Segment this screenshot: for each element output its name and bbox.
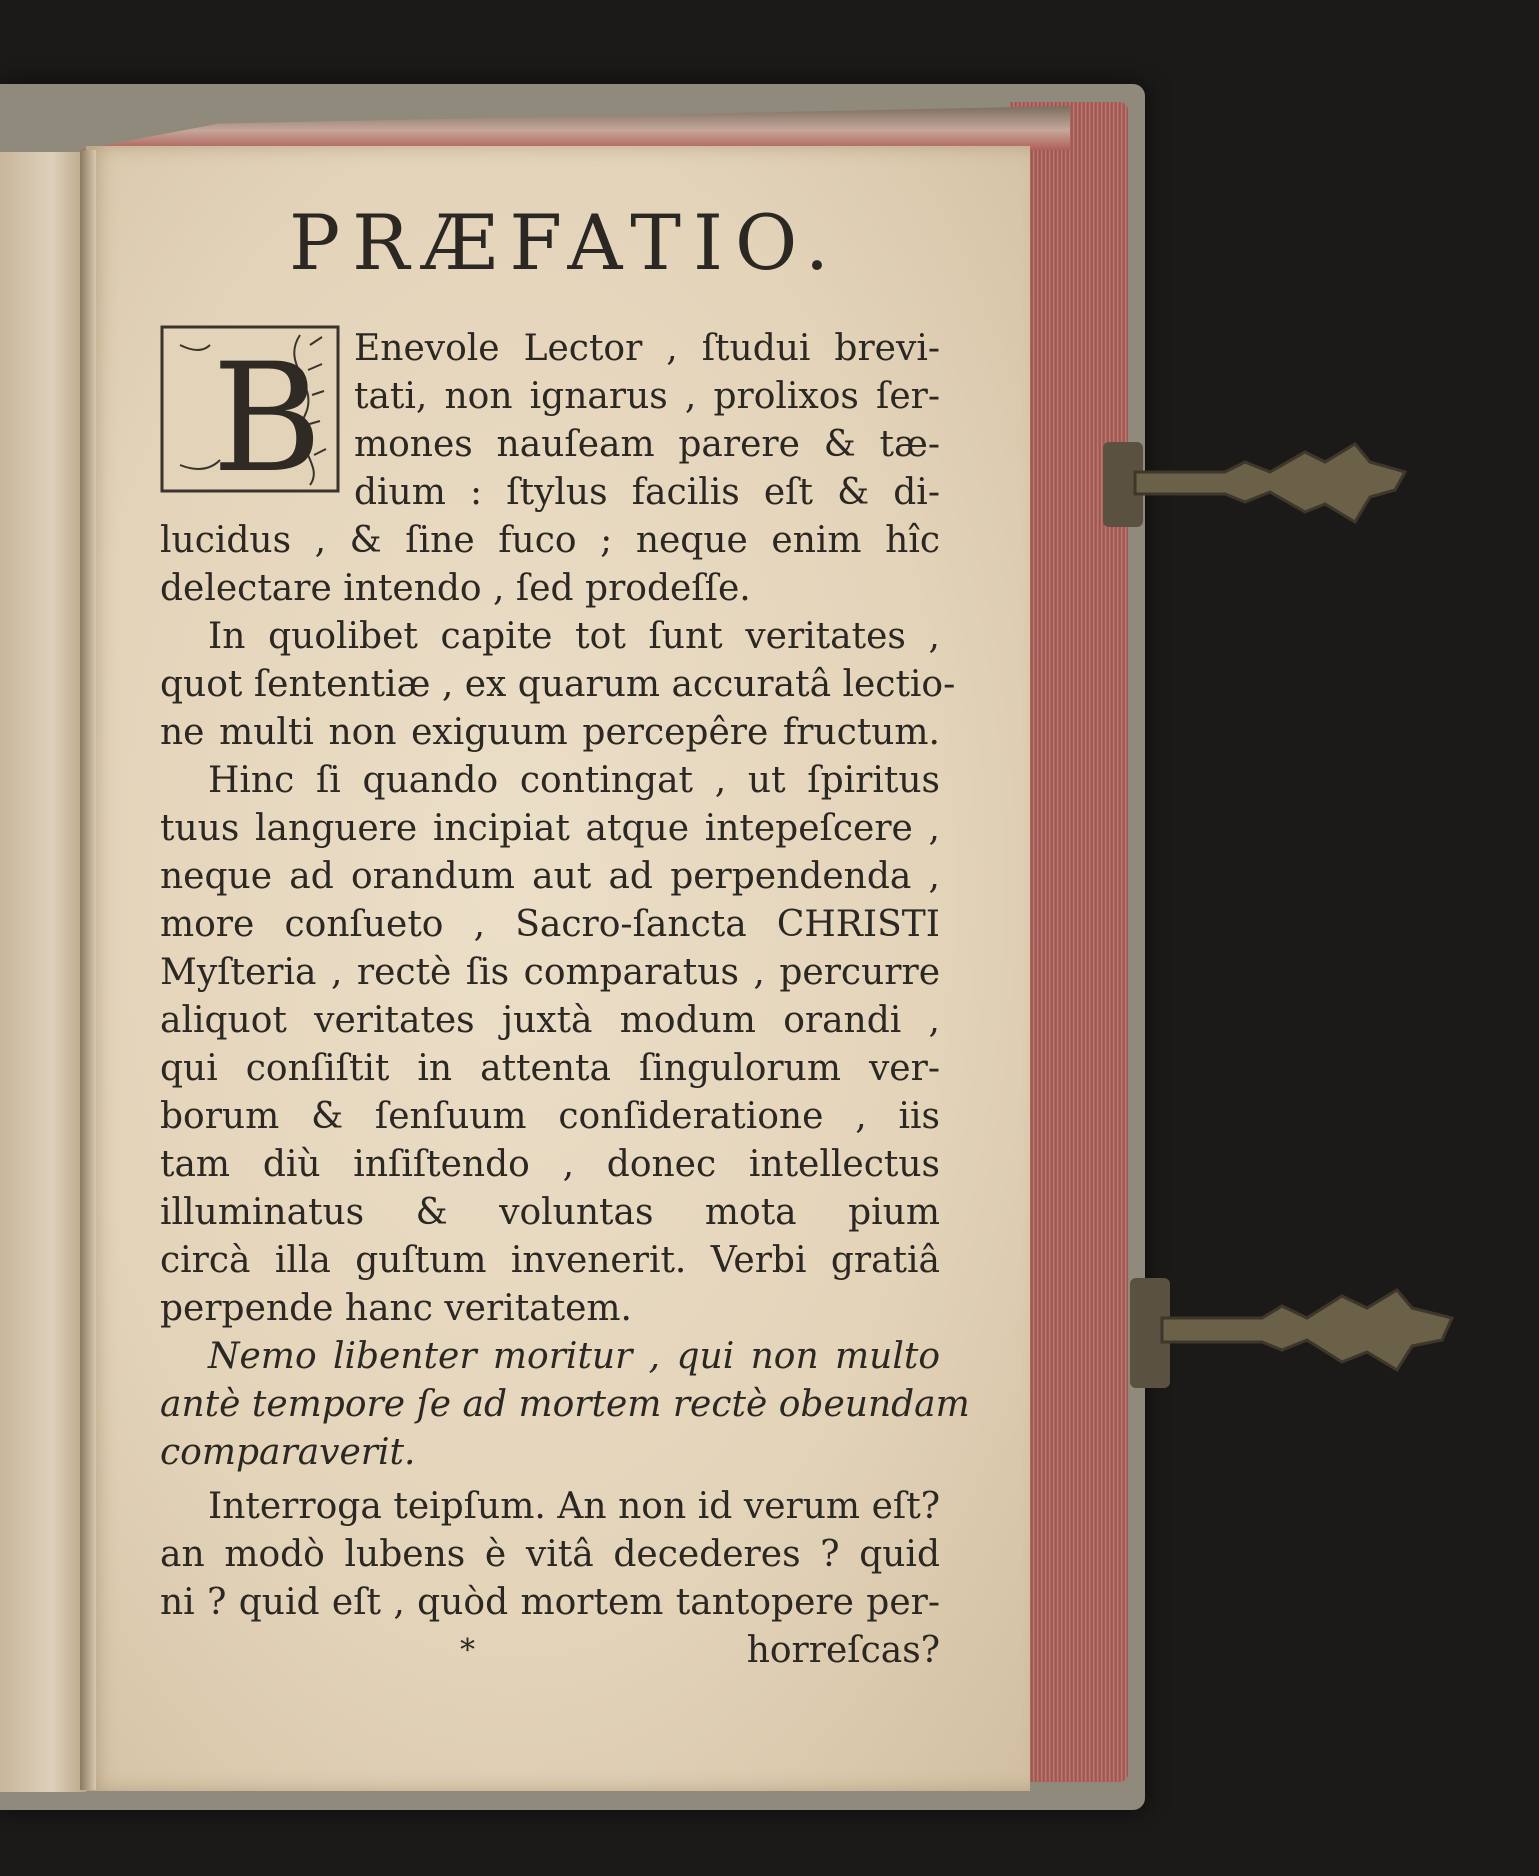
text-line: quot ſententiæ , ex quarum accuratâ lectio- <box>160 664 956 705</box>
text-line: dium : ſtylus facilis eſt & di- <box>354 472 940 513</box>
text-line: mones nauſeam parere & tæ- <box>354 424 940 465</box>
text-line: Hinc ſi quando contingat , ut ſpiritus <box>208 760 940 801</box>
paragraph-3 <box>160 757 940 1333</box>
text-line: Interroga teipſum. An non id verum eſt? <box>208 1486 940 1527</box>
text-line: circà illa guſtum invenerit. Verbi gratiâ <box>160 1240 940 1281</box>
text-line: Myſteria , rectè ſis comparatus , percurre <box>160 952 940 993</box>
page-title: PRÆFATIO. <box>288 198 841 287</box>
text-line: In quolibet capite tot ſunt veritates , <box>208 616 940 657</box>
text-line: ni ? quid eſt , quòd mortem tantopere per- <box>160 1582 940 1623</box>
text-line: lucidus , & ſine fuco ; neque enim hîc <box>160 520 940 561</box>
quote-line: comparaverit. <box>160 1432 416 1473</box>
page-footer <box>160 1627 940 1675</box>
page-text <box>160 180 970 1675</box>
italic-quote <box>160 1333 970 1477</box>
text-line: ne multi non exiguum percepêre fructum. <box>160 712 940 753</box>
text-line: more conſueto , Sacro-ſancta CHRISTI <box>160 904 940 945</box>
text-line: an modò lubens è vitâ decederes ? quid <box>160 1534 940 1575</box>
text-line: illuminatus & voluntas mota pium <box>160 1192 940 1233</box>
signature-mark: * <box>460 1633 475 1668</box>
lower-clasp-icon <box>1122 1278 1462 1388</box>
text-line: aliquot veritates juxtà modum orandi , <box>160 1000 940 1041</box>
paragraph-2 <box>160 613 956 757</box>
text-line: neque ad orandum aut ad perpendenda , <box>160 856 940 897</box>
quote-line: antè tempore ſe ad mortem rectè obeundam <box>160 1384 970 1425</box>
drop-cap-letter: B <box>212 332 323 493</box>
text-line: Enevole Lector , ſtudui brevi- <box>354 328 940 369</box>
text-line: delectare intendo , ſed prodeſſe. <box>160 568 751 609</box>
quote-line: Nemo libenter moritur , qui non multo <box>208 1336 940 1377</box>
text-line: tati, non ignarus , prolixos ſer- <box>354 376 940 417</box>
catchword: horreſcas? <box>746 1630 940 1671</box>
decorated-initial-icon <box>160 325 340 493</box>
text-line: borum & ſenſuum conſideratione , iis <box>160 1096 940 1137</box>
upper-clasp-icon <box>1095 432 1415 542</box>
paragraph-4 <box>160 1483 940 1627</box>
text-line: qui conſiſtit in attenta ſingulorum ver- <box>160 1048 940 1089</box>
text-line: perpende hanc veritatem. <box>160 1288 632 1329</box>
page-gutter <box>80 150 96 1790</box>
text-line: tam diù inſiſtendo , donec intellectus <box>160 1144 940 1185</box>
text-line: tuus languere incipiat atque intepeſcere , <box>160 808 940 849</box>
left-page-sliver <box>0 152 86 1792</box>
paragraph-1 <box>160 325 940 613</box>
